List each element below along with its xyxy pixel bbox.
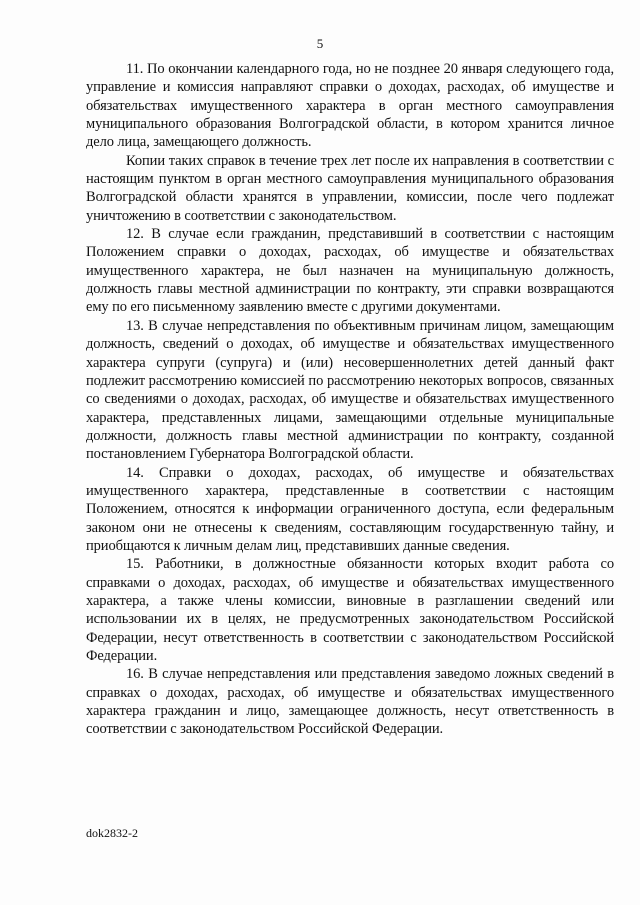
paragraph-12: 12. В случае если гражданин, представивший в соответствии с настоящим Положением справки о доходах, расходах, об имуществе и обязательствах имущественного характера, не был назначен на муниципальную должность, должность главы местной администрации по контракту, эти справки возвращаются ему по его письменному заявлению вместе с другими документами.: [86, 226, 614, 316]
paragraph-14: 14. Справки о доходах, расходах, об имуществе и обязательствах имущественного характера, представленные в соответствии с настоящим Положением, относятся к информации ограниченного доступа, если федеральным законом они не отнесены к сведениям, составляющим государственную тайну, и приобщаются к личным делам лиц, представивших данные сведения.: [86, 464, 614, 554]
paragraph-11: 11. По окончании календарного года, но не позднее 20 января следующего года, управление и комиссия направляют справки о доходах, расходах, об имуществе и обязательствах имущественного характера в орган местного самоуправления муниципального образования Волгоградской области, в котором хранится личное дело лица, замещающего должность.: [86, 61, 614, 151]
page-number: 5: [316, 36, 324, 51]
paragraph-15: 15. Работники, в должностные обязанности которых входит работа со справками о доходах, расходах, об имуществе и обязательствах имущественного характера, а также члены комиссии, виновные в разглашении сведений или использовании их в целях, не предусмотренных законодательством Российской Федерации, несут ответственность в соответствии с законодательством Российской Федерации.: [86, 556, 614, 664]
paragraph-16: 16. В случае непредставления или представления заведомо ложных сведений в справках о доходах, расходах, об имуществе и обязательствах имущественного характера гражданин и лицо, замещающее должность, несут ответственность в соответствии с законодательством Российской Федерации.: [86, 666, 614, 738]
document-body: [86, 60, 614, 739]
paragraph-11-copies: Копии таких справок в течение трех лет после их направления в соответствии с настоящим пунктом в орган местного самоуправления муниципального образования Волгоградской области хранятся в управлении, комиссии, после чего подлежат уничтожению в соответствии с законодательством.: [86, 152, 614, 224]
document-id: dok2832-2: [86, 826, 138, 840]
paragraph-13: 13. В случае непредставления по объективным причинам лицом, замещающим должность, сведений о доходах, об имуществе и обязательствах имущественного характера супруги (супруга) и (или) несовершеннолетних детей данный факт подлежит рассмотрению комиссией по рассмотрению некоторых вопросов, связанных со сведениями о доходах, расходах, об имуществе и обязательствах имущественного характера, представленных лицами, замещающими отдельные муниципальные должности, должность главы местной администрации по контракту, созданной постановлением Губернатора Волгоградской области.: [86, 317, 614, 463]
